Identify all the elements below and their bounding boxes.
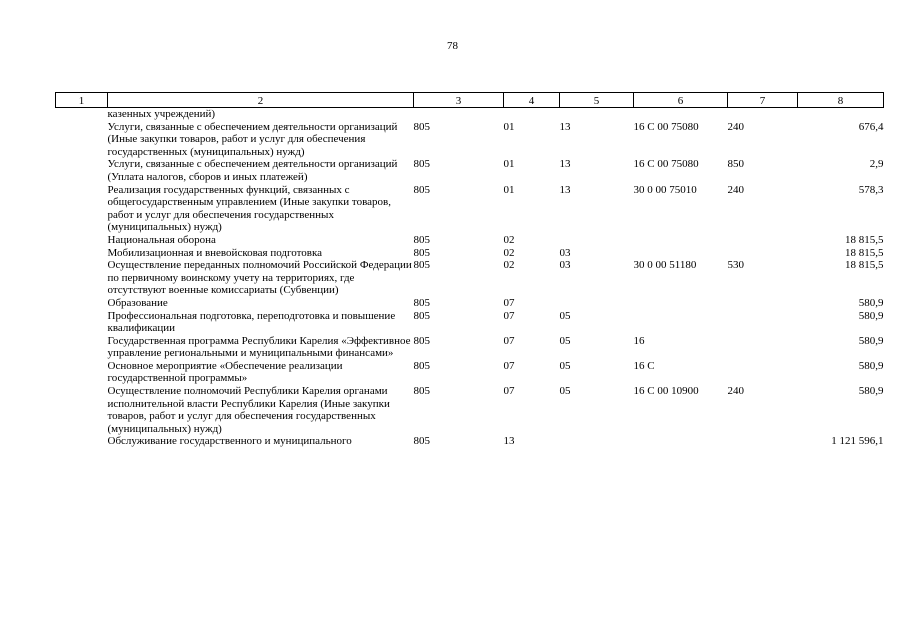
sum-cell: 578,3 [858,183,884,196]
target-article-cell: 16 С [633,359,655,372]
header-col-2: 2 [108,93,414,108]
section-code-cell: 01 [503,120,515,133]
item-name-cell: Образование [107,296,168,309]
sum-cell [798,108,884,121]
item-name-cell: казенных учреждений) [107,108,216,120]
table-row [56,360,884,385]
admin-code-cell: 805 [413,120,430,133]
table-row [56,121,884,159]
header-col-6: 6 [634,93,728,108]
item-name-cell: Мобилизационная и вневойсковая подготовка [107,246,323,259]
target-article-cell [634,310,728,335]
subsection-code-cell: 05 [559,359,571,372]
row-number-cell [56,108,108,121]
table-row [56,108,884,121]
sum-cell: 580,9 [858,359,884,372]
row-number-cell [56,158,108,183]
admin-code-cell: 805 [413,385,430,398]
table-row [56,247,884,260]
section-code-cell: 13 [503,435,515,448]
header-col-7: 7 [728,93,798,108]
row-number-cell [56,234,108,247]
row-number-cell [56,310,108,335]
table-row [56,184,884,234]
admin-code-cell: 805 [413,233,430,246]
header-col-4: 4 [504,93,560,108]
section-code-cell: 07 [503,296,515,309]
subsection-code-cell [560,108,634,121]
subsection-code-cell: 13 [559,120,571,133]
admin-code-cell: 805 [413,435,430,448]
section-code-cell: 02 [503,246,515,259]
table-row [56,335,884,360]
admin-code-cell [414,108,504,121]
expense-type-cell [728,335,798,360]
item-name-cell: Национальная оборона [107,233,216,246]
row-number-cell [56,184,108,234]
item-name-cell: Осуществление полномочий Республики Карелия органами исполнительной власти Республики Карелия (Иные закупки товаров, работ и услуг для обеспечения государственных (муниципальных) нужд) [107,385,390,435]
table-body [56,108,884,449]
item-name-cell: Государственная программа Республики Карелия «Эффективное управление региональными и муниципальными финансами» [107,334,411,360]
header-col-3: 3 [414,93,504,108]
admin-code-cell: 805 [413,334,430,347]
target-article-cell [634,297,728,310]
item-name-cell: Услуги, связанные с обеспечением деятельности организаций (Уплата налогов, сборов и иных платежей) [107,158,398,183]
row-number-cell [56,335,108,360]
subsection-code-cell: 13 [559,158,571,171]
expense-type-cell [728,108,798,121]
sum-cell: 2,9 [869,158,884,171]
expense-type-cell [728,247,798,260]
admin-code-cell: 805 [413,259,430,272]
sum-cell: 580,9 [858,385,884,398]
sum-cell: 580,9 [858,309,884,322]
subsection-code-cell [560,297,634,310]
expense-type-cell [728,234,798,247]
expense-type-cell [728,360,798,385]
header-col-5: 5 [560,93,634,108]
section-code-cell [504,108,560,121]
subsection-code-cell [560,234,634,247]
sum-cell: 18 815,5 [845,246,884,259]
sum-cell: 580,9 [858,296,884,309]
subsection-code-cell: 05 [559,309,571,322]
admin-code-cell: 805 [413,183,430,196]
expense-type-cell: 240 [727,183,744,196]
expense-type-cell [728,435,798,448]
row-number-cell [56,360,108,385]
header-col-1: 1 [56,93,108,108]
target-article-cell [634,234,728,247]
row-number-cell [56,297,108,310]
expense-type-cell: 240 [727,120,744,133]
table-row [56,259,884,297]
subsection-code-cell: 03 [559,259,571,272]
table-row [56,297,884,310]
target-article-cell: 30 0 00 51180 [633,259,697,272]
target-article-cell: 16 С 00 10900 [633,385,699,398]
sum-cell: 676,4 [858,120,884,133]
sum-cell: 18 815,5 [845,233,884,246]
admin-code-cell: 805 [413,158,430,171]
section-code-cell: 07 [503,359,515,372]
expense-type-cell: 530 [727,259,744,272]
row-number-cell [56,121,108,159]
page-number: 78 [447,40,458,52]
subsection-code-cell: 05 [559,385,571,398]
subsection-code-cell: 03 [559,246,571,259]
subsection-code-cell: 05 [559,334,571,347]
target-article-cell [634,108,728,121]
section-code-cell: 07 [503,309,515,322]
table-row [56,385,884,435]
section-code-cell: 02 [503,259,515,272]
target-article-cell: 16 С 00 75080 [633,158,699,171]
budget-table [55,92,884,448]
target-article-cell: 16 С 00 75080 [633,120,699,133]
table-row [56,234,884,247]
expense-type-cell: 240 [727,385,744,398]
section-code-cell: 01 [503,183,515,196]
section-code-cell: 01 [503,158,515,171]
expense-type-cell: 850 [727,158,744,171]
row-number-cell [56,247,108,260]
subsection-code-cell [560,435,634,448]
table-row [56,158,884,183]
table-row [56,310,884,335]
section-code-cell: 07 [503,385,515,398]
target-article-cell [634,435,728,448]
admin-code-cell: 805 [413,296,430,309]
section-code-cell: 07 [503,334,515,347]
table-row [56,435,884,448]
item-name-cell: Осуществление переданных полномочий Российской Федерации по первичному воинскому учету на территориях, где отсутствуют военные комиссариаты (Субвенции) [107,259,412,297]
row-number-cell [56,385,108,435]
header-row [56,93,884,108]
subsection-code-cell: 13 [559,183,571,196]
item-name-cell: Реализация государственных функций, связанных с общегосударственным управлением (Иные закупки товаров, работ и услуг для обеспечения государственных (муниципальных) нужд) [107,183,391,234]
item-name-cell: Профессиональная подготовка, переподготовка и повышение квалификации [107,309,396,335]
admin-code-cell: 805 [413,309,430,322]
item-name-cell: Основное мероприятие «Обеспечение реализации государственной программы» [107,359,343,385]
admin-code-cell: 805 [413,359,430,372]
row-number-cell [56,435,108,448]
item-name-cell: Обслуживание государственного и муниципального [107,435,352,448]
sum-cell: 580,9 [858,334,884,347]
sum-cell: 1 121 596,1 [831,435,884,448]
expense-type-cell [728,297,798,310]
expense-type-cell [728,310,798,335]
section-code-cell: 02 [503,233,515,246]
target-article-cell: 30 0 00 75010 [633,183,697,196]
admin-code-cell: 805 [413,246,430,259]
sum-cell: 18 815,5 [845,259,884,272]
target-article-cell [634,247,728,260]
header-col-8: 8 [798,93,884,108]
item-name-cell: Услуги, связанные с обеспечением деятельности организаций (Иные закупки товаров, работ и услуг для обеспечения государственных (муниципальных) нужд) [107,120,398,158]
target-article-cell: 16 [633,334,645,347]
row-number-cell [56,259,108,297]
